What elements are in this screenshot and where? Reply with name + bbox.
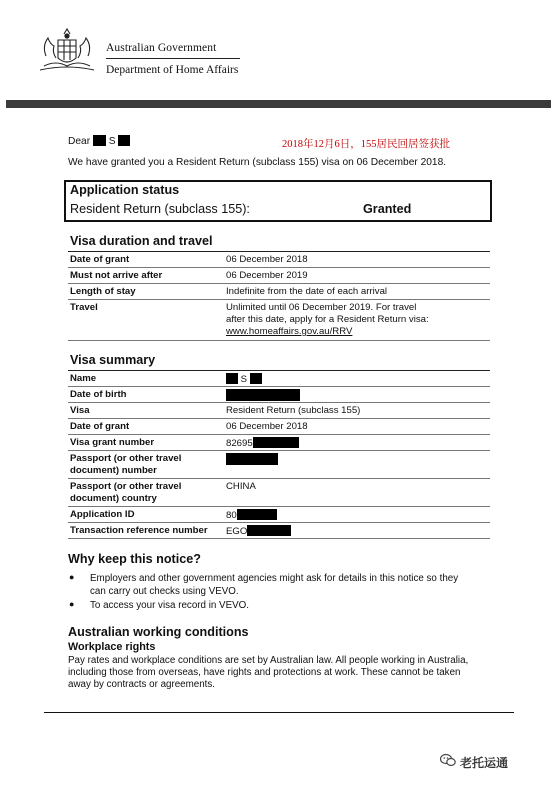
divider [68,386,490,387]
divider [106,58,240,59]
paragraph-line: away by contracts or agreements. [68,679,216,690]
grant-number-value [226,437,299,450]
dear-label: Dear [68,136,91,147]
bullet-text: can carry out checks using VEVO. [90,586,239,597]
bullet-text: Employers and other government agencies might ask for details in this notice so they [90,573,459,584]
org-name-line2: Department of Home Affairs [106,64,239,76]
paragraph-line: including those from overseas, have rights and protections at work. These cannot be taken [68,667,461,678]
redaction [247,525,291,536]
divider [68,450,490,451]
divider [68,402,490,403]
initial: S [108,136,116,147]
field-label: Date of grant [70,421,130,432]
field-label: Passport (or other travel [70,453,182,464]
field-label: document) country [70,493,157,504]
divider [68,340,490,341]
duration-section-title: Visa duration and travel [70,234,213,248]
name-initial: S [240,374,248,385]
transaction-ref-prefix: EGO [226,526,248,537]
grant-number-prefix: 82695 [226,438,253,449]
divider [68,267,490,268]
redaction [250,373,262,384]
divider [68,478,490,479]
redaction [253,437,299,448]
divider [44,712,514,713]
transaction-ref-value [226,525,291,538]
field-label: Travel [70,302,98,313]
paragraph-line: Pay rates and workplace conditions are set by Australian law. All people working in Australia, [68,655,469,666]
field-label: Visa [70,405,90,416]
field-value: Resident Return (subclass 155) [226,405,361,416]
redaction [226,453,278,465]
field-value: 06 December 2019 [226,270,308,281]
field-value: Indefinite from the date of each arrival [226,286,388,297]
field-value: after this date, apply for a Resident Return visa: [226,314,429,325]
field-label: Date of birth [70,389,127,400]
divider [68,538,490,539]
rrv-link[interactable]: www.homeaffairs.gov.au/RRV [226,326,353,337]
handwritten-note: 2018年12月6日，155居民回居签获批 [282,139,450,150]
status-title: Application status [70,183,180,197]
wechat-icon [440,753,456,767]
name-value [226,373,262,386]
field-value: Unlimited until 06 December 2019. For travel [226,302,417,313]
status-visa: Resident Return (subclass 155): [70,202,250,216]
field-label: Visa grant number [70,437,155,448]
work-section-title: Australian working conditions [68,625,249,639]
divider [68,522,490,523]
redaction [118,135,130,146]
divider [68,506,490,507]
field-label: Transaction reference number [70,525,208,536]
field-label: Length of stay [70,286,136,297]
field-label: Date of grant [70,254,130,265]
header-bar [6,100,551,108]
bullet-icon: ● [69,572,75,582]
status-badge: Granted [363,202,412,216]
redaction [226,373,238,384]
field-label: document) number [70,465,157,476]
org-name-line1: Australian Government [106,42,217,54]
field-value: 06 December 2018 [226,421,308,432]
field-label: Must not arrive after [70,270,163,281]
why-section-title: Why keep this notice? [68,552,201,566]
field-label: Application ID [70,509,135,520]
application-id-prefix: 80 [226,510,237,521]
divider [68,283,490,284]
redaction [93,135,106,146]
bullet-icon: ● [69,599,75,609]
redaction [226,389,300,401]
grant-sentence: We have granted you a Resident Return (subclass 155) visa on 06 December 2018. [68,157,447,168]
coat-of-arms-icon [36,26,98,74]
watermark-text: 老托运通 [460,756,509,770]
bullet-text: To access your visa record in VEVO. [90,600,249,611]
redaction [237,509,277,520]
work-subtitle: Workplace rights [68,641,156,653]
summary-section-title: Visa summary [70,353,156,367]
field-value: CHINA [226,481,256,492]
field-label: Name [70,373,97,384]
divider [68,434,490,435]
salutation [68,135,130,147]
field-value: 06 December 2018 [226,254,308,265]
application-id-value [226,509,277,522]
field-label: Passport (or other travel [70,481,182,492]
divider [68,370,490,371]
divider [68,418,490,419]
divider [68,299,490,300]
divider [68,251,490,252]
